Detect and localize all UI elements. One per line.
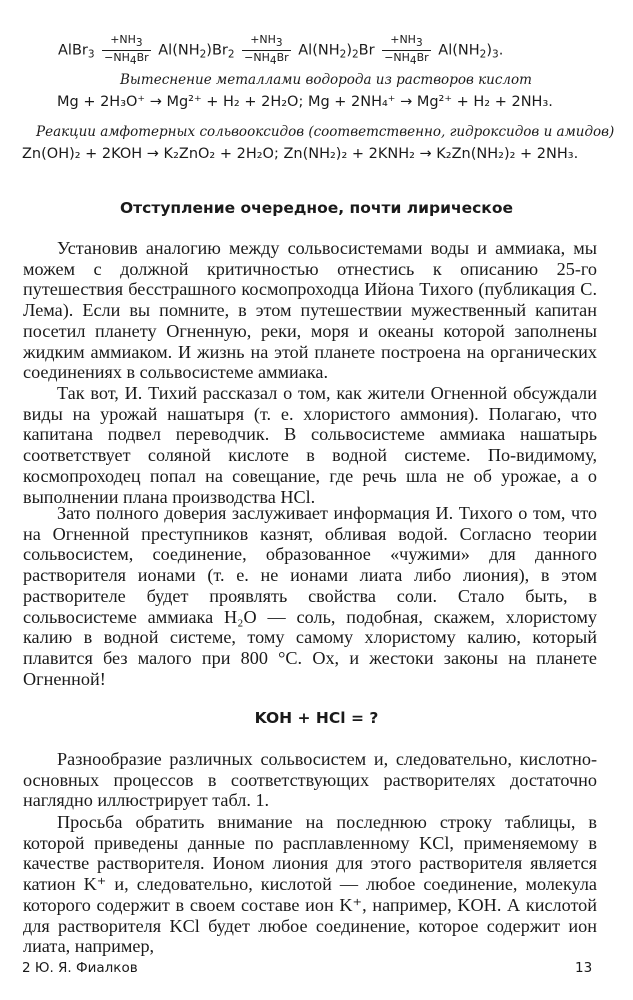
section-heading-koh-hcl: KOH + HCl = ?	[254, 709, 379, 727]
paragraph-ammonium-chloride	[23, 383, 597, 507]
arrow-reagent: +NH	[250, 33, 276, 46]
reaction-arrow	[102, 34, 150, 67]
equation-aluminium-bromide-ammonolysis	[58, 34, 503, 67]
arrow-byproduct: −NH	[244, 51, 270, 64]
formula-end: .	[498, 42, 504, 59]
formula-term: AlBr	[58, 42, 88, 59]
caption-amphoteric-solvoxides: Реакции амфотерных сольвооксидов (соответственно, гидроксидов и амидов)	[36, 124, 615, 140]
paragraph-text: Просьба обратить внимание на последнюю строку таблицы, в которой приведены данные по расплавленному KCl, применяемому в качестве растворителя. Ионом лиония для этого растворителя является катион K⁺ и, следовательно, кислотой — любое соединение, молекула которого содержит в своем составе ион K⁺, например, KOH. А кислотой для растворителя KCl будет любое соединение, которое содержит ион лиата, например,	[23, 812, 597, 957]
paragraph-text: Зато полного доверия заслуживает информация И. Тихого о том, что на Огненной преступников казнят, обливая водой. Согласно теории сольвосистем, соединение, образованное «чужими» для данного растворителя ионами (т. е. не ионами лиата либо лиония), в этом растворителе будет проявлять свойства соли. Стало быть, в сольвосистеме аммиака H₂O — соль, подобная, скажем, хлористому калию в водной системе, тому самому хлористому калию, который плавится без малого при 800 °С. Ох, и жестоки законы на планете Огненной!	[23, 503, 597, 689]
equation-zinc: Zn(OH)₂ + 2KOH → K₂ZnO₂ + 2H₂O; Zn(NH₂)₂ + 2KNH₂ → K₂Zn(NH₂)₂ + 2NH₃.	[22, 146, 579, 162]
subscript: 2	[479, 48, 487, 61]
formula-end: Br	[358, 42, 375, 59]
section-heading-digression: Отступление очередное, почти лирическое	[119, 199, 513, 217]
subscript: 3	[275, 37, 283, 49]
arrow-byproduct: −NH	[384, 51, 410, 64]
paragraph-analogy	[23, 238, 597, 383]
page-number: 13	[575, 960, 593, 976]
formula-tail: )Br	[206, 42, 228, 59]
formula-tail: )	[486, 42, 493, 59]
formula-term: Al(NH	[438, 42, 480, 59]
paragraph-solvosystem-variety	[23, 749, 597, 811]
subscript: 2	[227, 48, 235, 61]
paragraph-text: Так вот, И. Тихий рассказал о том, как жители Огненной обсуждали виды на урожай нашатыря (т. е. хлористого аммония). Полагаю, что капитана подвел переводчик. В сольвосистеме аммиака нашатырь соответствует соляной кислоте в водной системе. По-видимому, космопроходец попал на совещание, где речь шла не об урожае, а о выполнении плана производства HCl.	[23, 383, 597, 507]
equation-magnesium: Mg + 2H₃O⁺ → Mg²⁺ + H₂ + 2H₂O; Mg + 2NH₄⁺ → Mg²⁺ + H₂ + 2NH₃.	[57, 94, 553, 110]
subscript: 2	[339, 48, 347, 61]
formula-term: Al(NH	[158, 42, 200, 59]
arrow-reagent: +NH	[390, 33, 416, 46]
formula-term: Al(NH	[298, 42, 340, 59]
paragraph-molten-kcl	[23, 812, 597, 957]
subscript: 2	[199, 48, 207, 61]
subscript: 3	[87, 48, 95, 61]
formula-tail: )	[346, 42, 352, 59]
arrow-byproduct-tail: Br	[136, 51, 149, 64]
footer-signature: 2 Ю. Я. Фиалков	[22, 960, 138, 976]
arrow-byproduct-tail: Br	[416, 51, 429, 64]
subscript: 2	[351, 48, 359, 61]
arrow-byproduct: −NH	[104, 51, 130, 64]
subscript: 3	[135, 37, 143, 49]
paragraph-execution-by-water	[23, 503, 597, 689]
subscript: 3	[492, 48, 499, 61]
subscript: 3	[415, 37, 423, 49]
paragraph-text: Установив аналогию между сольвосистемами воды и аммиака, мы можем с должной критичностью отнестись к описанию 25-го путешествия бесстрашного космопроходца Ийона Тихого (публикация С. Лема). Если вы помните, в этом путешествии мужественный капитан посетил планету Огненную, реки, моря и океаны которой заполнены жидким аммиаком. И жизнь на этой планете построена на органических соединениях в сольвосистеме аммиака.	[23, 238, 597, 383]
subscript: 4	[269, 55, 277, 67]
arrow-reagent: +NH	[110, 33, 136, 46]
reaction-arrow	[382, 34, 430, 67]
subscript: 4	[129, 55, 137, 67]
paragraph-text: Разнообразие различных сольвосистем и, следовательно, кислотно-основных процессов в соответствующих растворителях достаточно наглядно иллюстрирует табл. 1.	[23, 749, 597, 811]
reaction-arrow	[242, 34, 290, 67]
caption-metal-displacement: Вытеснение металлами водорода из растворов кислот	[120, 72, 532, 88]
subscript: 4	[409, 55, 417, 67]
arrow-byproduct-tail: Br	[276, 51, 289, 64]
